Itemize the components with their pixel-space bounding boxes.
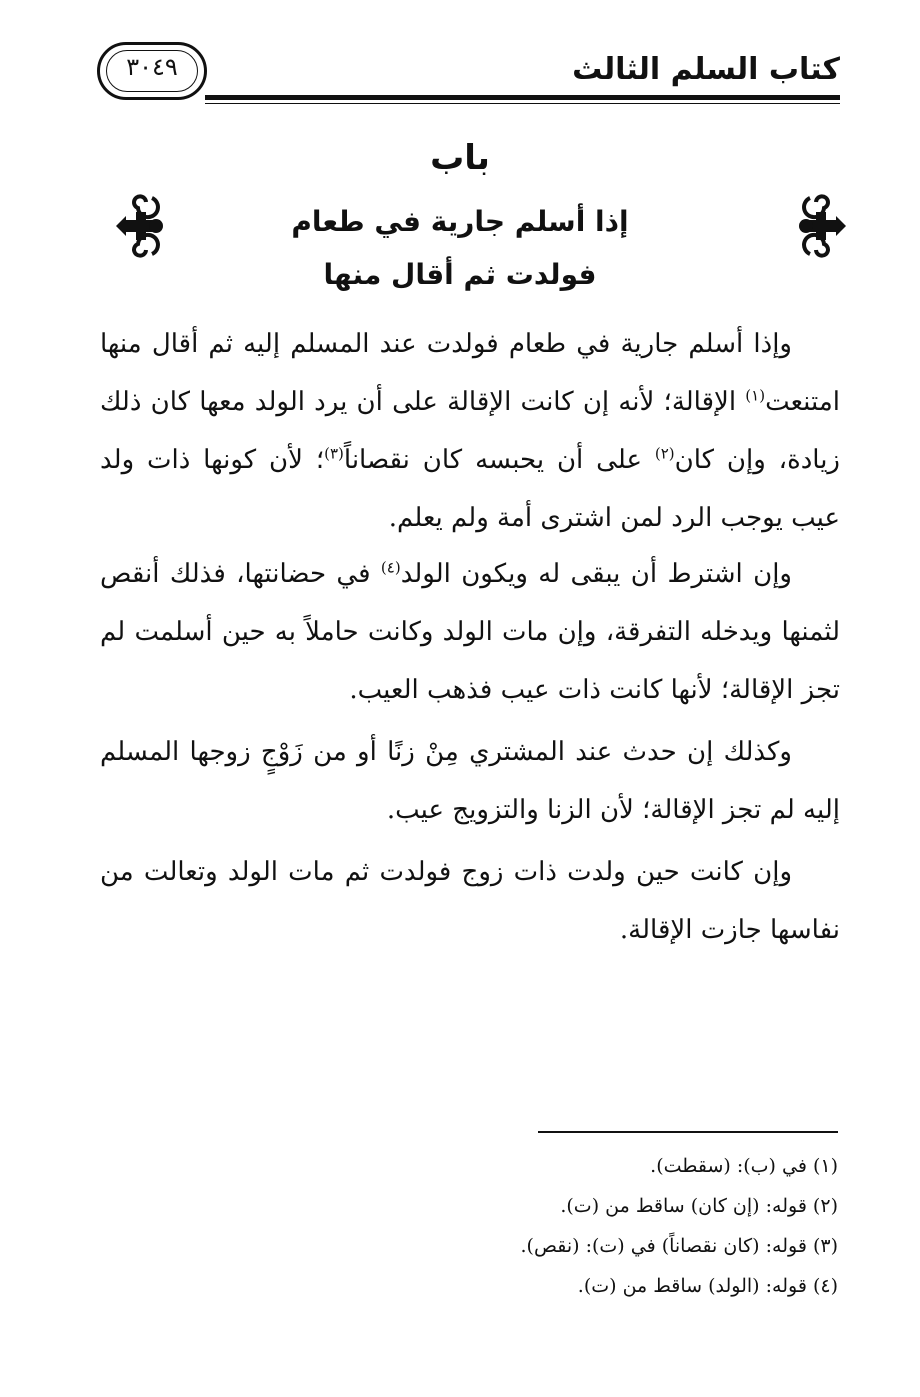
header-rule (205, 95, 840, 100)
footnote-3: (٣) قوله: (كان نقصاناً) في (ت): (نقص). (520, 1235, 838, 1257)
footnote-ref-3: (٣) (324, 444, 344, 463)
header-rule-thin (205, 103, 840, 104)
paragraph-1-text-d: ؛ لأن كونها ذات ولد عيب يوجب الرد لمن اشترى أمة ولم يعلم. (100, 445, 840, 533)
paragraph-2-text-b: في حضانتها، فذلك أنقص لثمنها ويدخله التفرقة، وإن مات الولد وكانت حاملاً به حين أسلمت لم تجز الإقالة؛ لأنها كانت ذات عيب فذهب العيب. (100, 559, 840, 705)
paragraph-4 (100, 843, 840, 959)
footnote-separator (538, 1131, 838, 1133)
chapter-title-line2: فولدت ثم أقال منها (323, 258, 597, 291)
paragraph-4-text: وإن كانت حين ولدت ذات زوج فولدت ثم مات الولد وتعالت من نفاسها جازت الإقالة. (100, 857, 840, 945)
footnote-4: (٤) قوله: (الولد) ساقط من (ت). (577, 1275, 838, 1297)
footnote-1: (١) في (ب): (سقطت). (650, 1155, 838, 1177)
footnote-2: (٢) قوله: (إن كان) ساقط من (ت). (560, 1195, 838, 1217)
running-header-title: كتاب السلم الثالث (572, 52, 840, 87)
footnote-ref-1: (١) (745, 386, 766, 405)
paragraph-1 (100, 315, 840, 547)
paragraph-2 (100, 545, 840, 719)
page-number-badge (97, 42, 207, 100)
footnote-ref-4: (٤) (380, 558, 401, 577)
paragraph-2-text-a: وإن اشترط أن يبقى له ويكون الولد (400, 559, 792, 589)
left-ornament-icon (112, 186, 178, 266)
chapter-title-line1: إذا أسلم جارية في طعام (291, 205, 629, 238)
paragraph-1-text-b: الإقالة؛ لأنه إن كانت الإقالة على أن يرد الولد معها كان ذلك زيادة، وإن كان (100, 387, 840, 475)
chapter-label: باب (430, 138, 490, 178)
paragraph-1-text-c: على أن يحبسه كان نقصاناً (343, 445, 655, 475)
page-number: ٣٠٤٩ (126, 53, 178, 81)
footnote-ref-2: (٢) (654, 444, 675, 463)
paragraph-3-text: وكذلك إن حدث عند المشتري مِنْ زنًا أو من زَوْجٍ زوجها المسلم إليه لم تجز الإقالة؛ لأن الزنا والتزويج عيب. (100, 737, 840, 825)
paragraph-3 (100, 723, 840, 839)
right-ornament-icon (784, 186, 850, 266)
paragraph-1-text-a: وإذا أسلم جارية في طعام فولدت عند المسلم إليه ثم أقال منها امتنعت (100, 329, 840, 417)
